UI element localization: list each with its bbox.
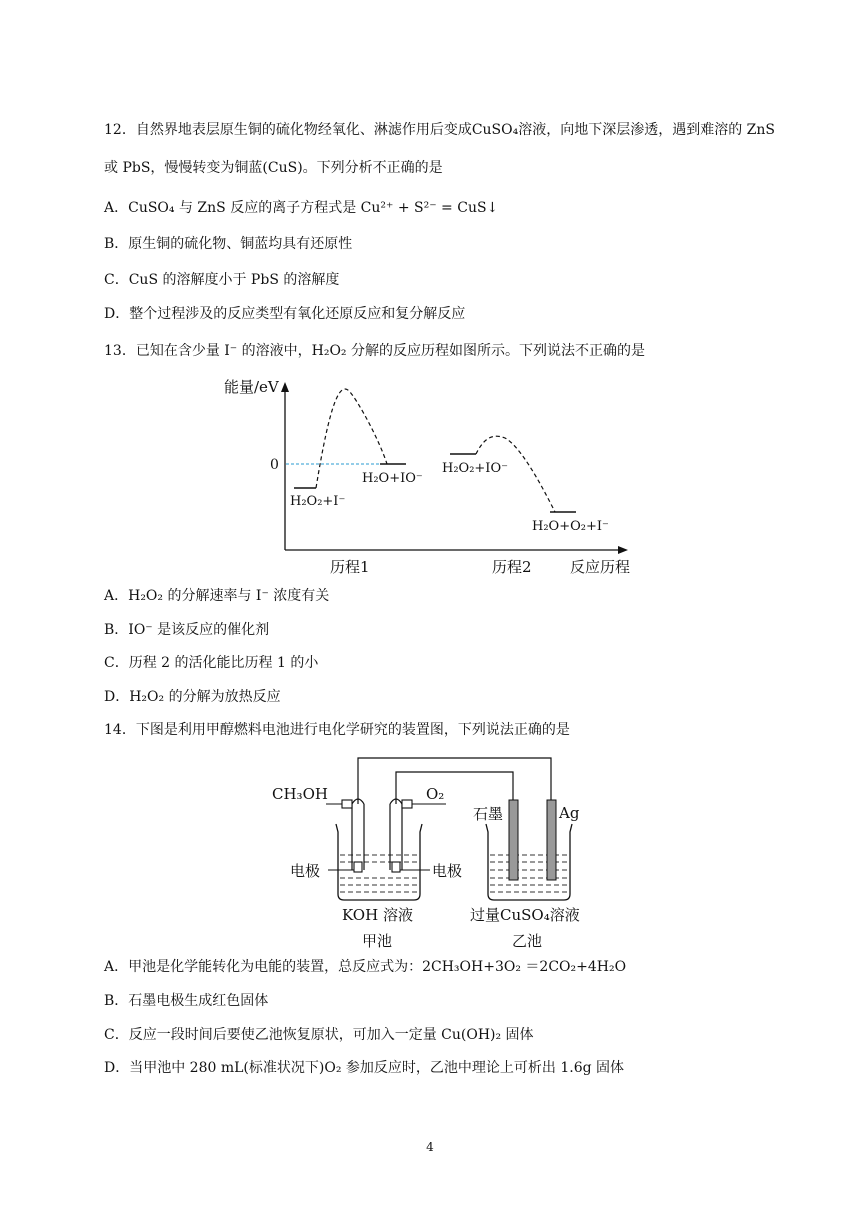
electrode-left-label: 电极	[290, 862, 321, 880]
inlet-right	[402, 800, 412, 808]
q12-option-b: B．原生铜的硫化物、铜蓝均具有还原性	[104, 236, 353, 252]
y-axis-arrow	[281, 382, 289, 392]
ag-rod	[547, 800, 556, 880]
tube-left	[352, 804, 364, 870]
label-h2o2-io: H₂O₂+IO⁻	[442, 461, 508, 476]
q14-stem: 14．下图是利用甲醇燃料电池进行电化学研究的装置图，下列说法正确的是	[104, 722, 570, 738]
electrochemical-apparatus	[270, 752, 600, 952]
x-axis-label: 反应历程	[570, 558, 631, 576]
graphite-rod	[509, 800, 518, 880]
electrode-right-block	[392, 862, 400, 872]
tube-right	[390, 804, 402, 870]
y-axis-label: 能量/eV	[224, 378, 279, 396]
q14-option-b: B．石墨电极生成红色固体	[104, 993, 269, 1009]
zero-label: 0	[270, 457, 279, 473]
q12-option-d: D．整个过程涉及的反应类型有氧化还原反应和复分解反应	[104, 306, 466, 322]
energy-diagram	[220, 372, 650, 582]
label-products: H₂O+O₂+I⁻	[532, 519, 609, 534]
x-axis-arrow	[618, 546, 628, 554]
label-h2o2-i: H₂O₂+I⁻	[290, 494, 346, 509]
q13-option-d: D．H₂O₂ 的分解为放热反应	[104, 689, 281, 705]
graphite-label: 石墨	[473, 805, 504, 823]
wire-inner	[396, 772, 513, 804]
cell-a-label: 甲池	[362, 932, 393, 950]
q14-option-c: C．反应一段时间后要使乙池恢复原状，可加入一定量 Cu(OH)₂ 固体	[104, 1027, 534, 1043]
route1-label: 历程1	[330, 558, 370, 576]
koh-label: KOH 溶液	[342, 906, 413, 924]
q13-option-a: A．H₂O₂ 的分解速率与 I⁻ 浓度有关	[104, 588, 330, 604]
q12-option-a: A．CuSO₄ 与 ZnS 反应的离子方程式是 Cu²⁺ + S²⁻ = CuS↓	[104, 200, 499, 216]
ch3oh-label: CH₃OH	[272, 785, 328, 803]
label-h2o-io: H₂O+IO⁻	[362, 471, 423, 486]
q13-stem: 13．已知在含少量 I⁻ 的溶液中，H₂O₂ 分解的反应历程如图所示。下列说法不正确的是	[104, 343, 645, 359]
q12-stem-line2: 或 PbS，慢慢转变为铜蓝(CuS)。下列分析不正确的是	[104, 160, 443, 176]
q13-option-b: B．IO⁻ 是该反应的催化剂	[104, 622, 270, 638]
route2-label: 历程2	[492, 558, 532, 576]
q14-option-a: A．甲池是化学能转化为电能的装置，总反应式为：2CH₃OH+3O₂ ＝2CO₂+4H₂O	[104, 959, 627, 975]
q12-stem-line1: 12．自然界地表层原生铜的硫化物经氧化、淋滤作用后变成CuSO₄溶液，向地下深层渗透，遇到难溶的 ZnS	[104, 122, 776, 138]
o2-label: O₂	[426, 785, 445, 803]
electrode-left-block	[354, 862, 362, 872]
q14-option-d: D．当甲池中 280 mL(标准状况下)O₂ 参加反应时，乙池中理论上可析出 1.6g 固体	[104, 1060, 625, 1076]
electrode-right-label: 电极	[432, 862, 463, 880]
q12-option-c: C．CuS 的溶解度小于 PbS 的溶解度	[104, 272, 340, 288]
cell-b-label: 乙池	[512, 932, 543, 950]
cuso4-label: 过量CuSO₄溶液	[470, 906, 580, 924]
ag-label: Ag	[559, 804, 580, 822]
inlet-left	[342, 800, 352, 808]
wire-outer	[358, 758, 551, 804]
q13-option-c: C．历程 2 的活化能比历程 1 的小	[104, 655, 319, 671]
page-number: 4	[426, 1140, 434, 1154]
